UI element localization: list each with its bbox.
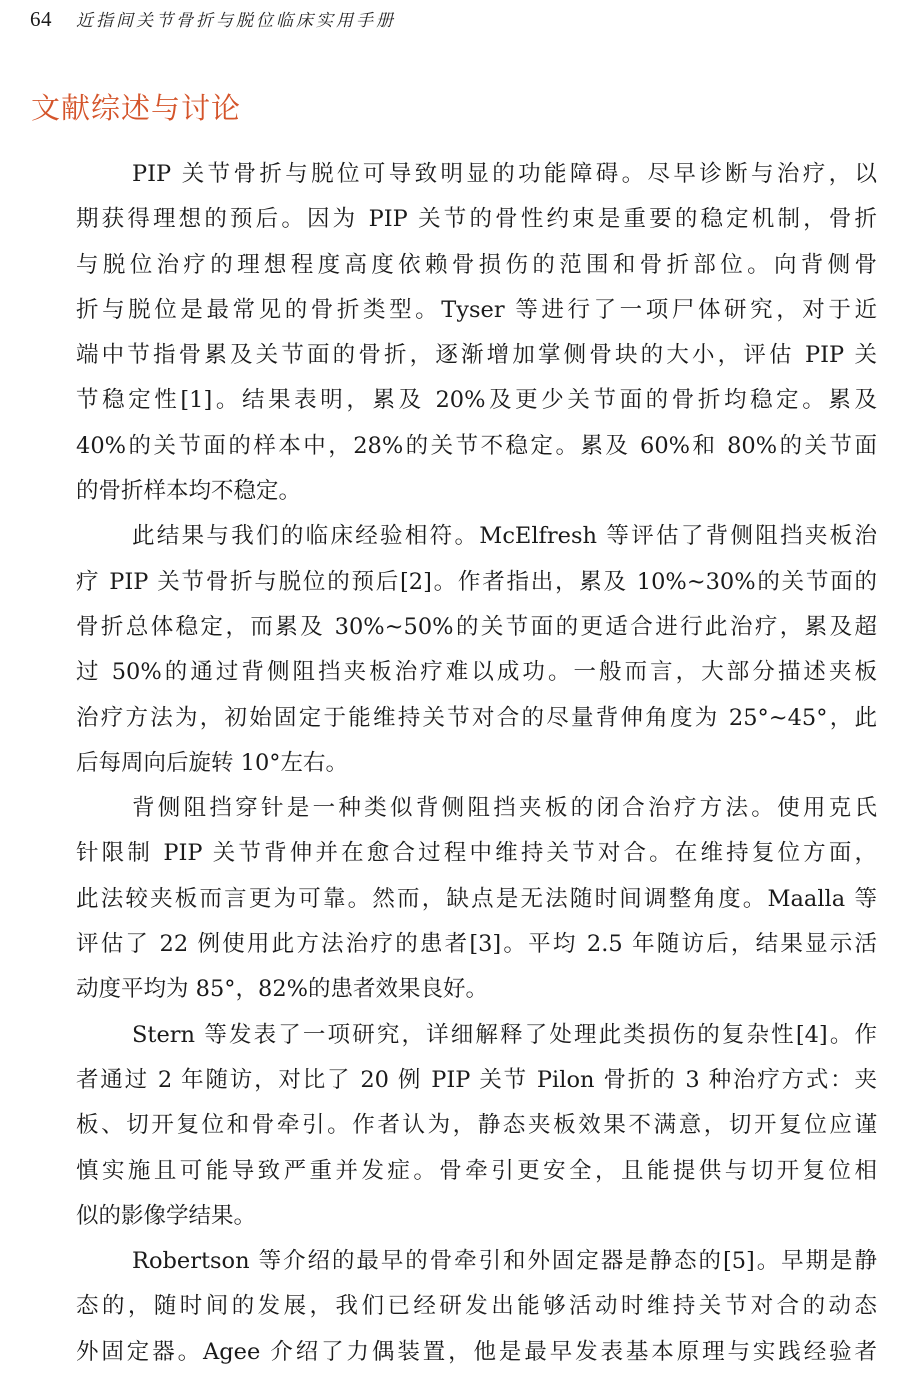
text-line: 似的影像学结果。 (76, 1202, 257, 1229)
text-line: Robertson 等介绍的最早的骨牵引和外固定器是静态的[5]。早期是静 (132, 1248, 877, 1275)
text-line: 过 50%的通过背侧阻挡夹板治疗难以成功。一般而言，大部分描述夹板 (76, 659, 877, 686)
text-line: 后每周向后旋转 10°左右。 (76, 749, 349, 776)
text-line: 态的，随时间的发展，我们已经研发出能够活动时维持关节对合的动态 (76, 1293, 877, 1320)
text-line: 慎实施且可能导致严重并发症。骨牵引更安全，且能提供与切开复位相 (76, 1157, 877, 1184)
text-line: 者通过 2 年随访，对比了 20 例 PIP 关节 Pilon 骨折的 3 种治疗方式：夹 (76, 1066, 877, 1093)
text-line: 外固定器。Agee 介绍了力偶装置，他是最早发表基本原理与实践经验者 (76, 1338, 877, 1365)
text-line: 40%的关节面的样本中，28%的关节不稳定。累及 60%和 80%的关节面 (76, 432, 877, 459)
text-line: 期获得理想的预后。因为 PIP 关节的骨性约束是重要的稳定机制，骨折 (76, 206, 877, 233)
text-line: 疗 PIP 关节骨折与脱位的预后[2]。作者指出，累及 10%~30%的关节面的 (76, 568, 877, 595)
text-line: 此法较夹板而言更为可靠。然而，缺点是无法随时间调整角度。Maalla 等 (76, 885, 877, 912)
book-title: 近指间关节骨折与脱位临床实用手册 (76, 11, 396, 31)
text-line: 折与脱位是最常见的骨折类型。Tyser 等进行了一项尸体研究，对于近 (76, 296, 877, 323)
paragraph (31, 514, 877, 786)
paragraph (31, 1239, 877, 1375)
text-line: 与脱位治疗的理想程度高度依赖骨损伤的范围和骨折部位。向背侧骨 (76, 251, 877, 278)
paragraph (31, 1013, 877, 1239)
text-line: 治疗方法为，初始固定于能维持关节对合的尽量背伸角度为 25°~45°，此 (76, 704, 877, 731)
text-line: PIP 关节骨折与脱位可导致明显的功能障碍。尽早诊断与治疗，以 (132, 161, 877, 187)
running-header (30, 6, 396, 34)
paragraph (31, 152, 877, 514)
text-line: 此结果与我们的临床经验相符。McElfresh 等评估了背侧阻挡夹板治 (132, 523, 877, 550)
text-line: Stern 等发表了一项研究，详细解释了处理此类损伤的复杂性[4]。作 (132, 1021, 877, 1048)
text-line: 端中节指骨累及关节面的骨折，逐渐增加掌侧骨块的大小，评估 PIP 关 (76, 342, 877, 369)
text-line: 评估了 22 例使用此方法治疗的患者[3]。平均 2.5 年随访后，结果显示活 (76, 931, 877, 958)
section-heading: 文献综述与讨论 (31, 91, 242, 125)
text-line: 板、切开复位和骨牵引。作者认为，静态夹板效果不满意，切开复位应谨 (76, 1112, 877, 1139)
text-line: 动度平均为 85°，82%的患者效果良好。 (76, 976, 489, 1003)
text-line: 背侧阻挡穿针是一种类似背侧阻挡夹板的闭合治疗方法。使用克氏 (132, 795, 877, 822)
text-line: 节稳定性[1]。结果表明，累及 20%及更少关节面的骨折均稳定。累及 (76, 387, 877, 414)
text-line: 骨折总体稳定，而累及 30%~50%的关节面的更适合进行此治疗，累及超 (76, 613, 877, 640)
page-number: 64 (30, 7, 52, 31)
paragraph (31, 786, 877, 1012)
text-line: 的骨折样本均不稳定。 (76, 478, 302, 505)
text-line: 针限制 PIP 关节背伸并在愈合过程中维持关节对合。在维持复位方面， (76, 840, 877, 867)
body-text (31, 152, 877, 1375)
